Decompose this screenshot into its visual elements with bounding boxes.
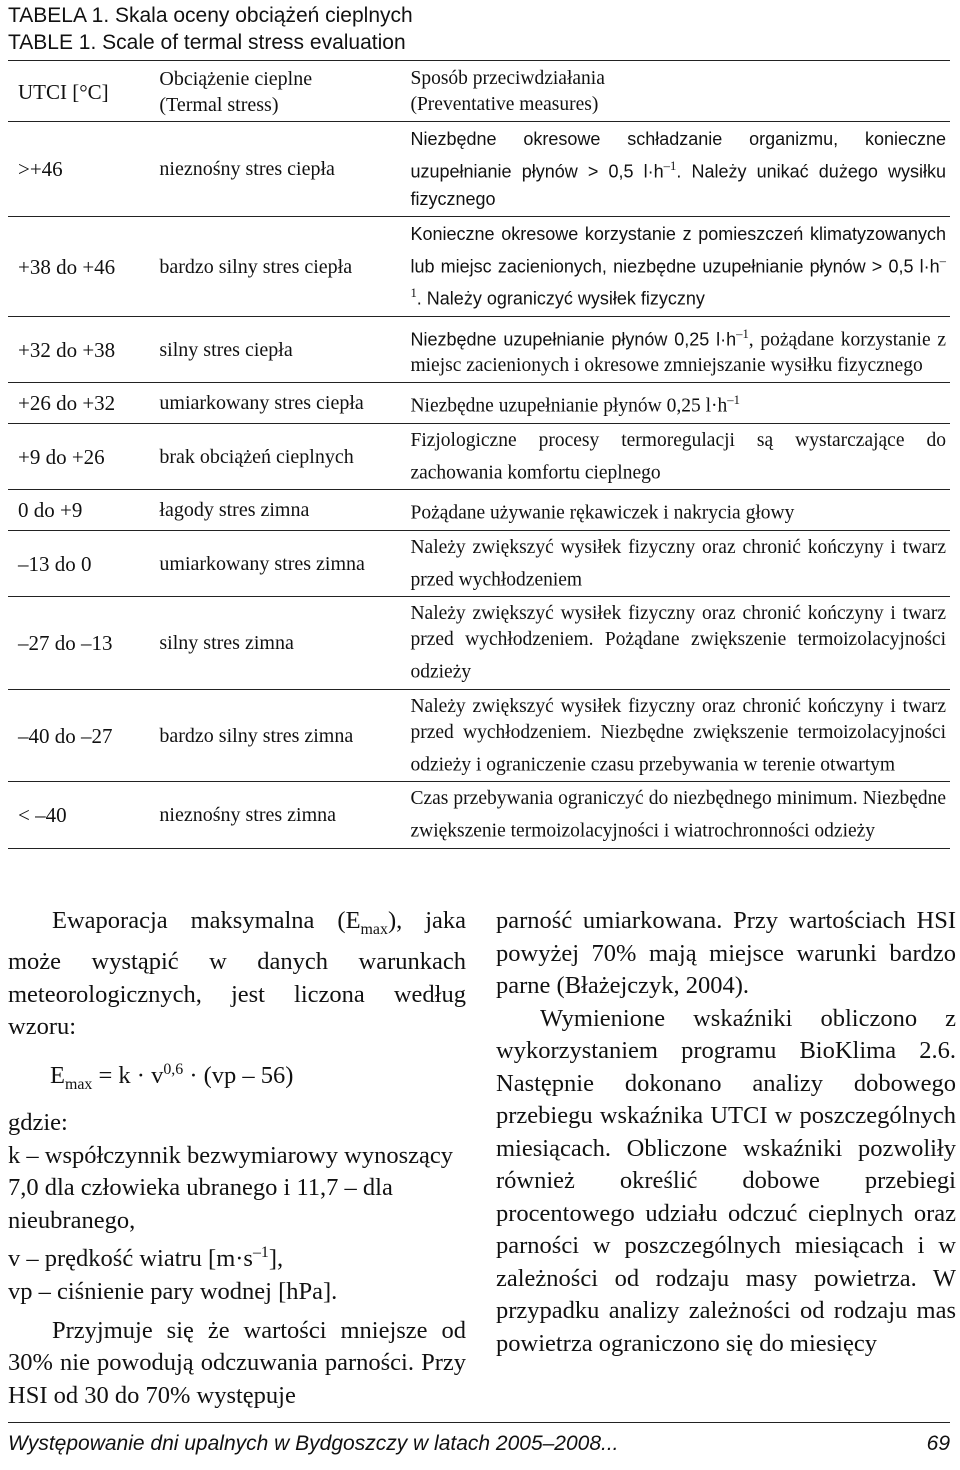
table-row [8, 689, 950, 782]
measures-cell: Konieczne okresowe korzystanie z pomieszczeń klimatyzowanych lub miejsc zacienionych, niezbędne uzupełnianie płynów > 0,5 $l\cdot h^{-1}$. Należy ograniczyć wysiłek fizyczny [410, 216, 950, 316]
utci-range-cell: +38 do +46 [8, 216, 159, 316]
right-text-column [496, 905, 956, 1360]
definition-v: v – prędkość wiatru $[m\cdot s^{-1}]$, [8, 1244, 284, 1273]
table-row [8, 216, 950, 316]
utci-range-cell: >+46 [8, 122, 159, 217]
header-stress [159, 62, 410, 122]
table-row [8, 597, 950, 690]
measures-cell: Należy zwiększyć wysiłek fizyczny oraz chronić kończyny i twarz przed wychłodzeniem [410, 530, 950, 597]
measures-cell: Fizjologiczne procesy termoregulacji są wystarczające do zachowania komfortu cieplnego [410, 423, 950, 490]
header-measures [410, 62, 950, 122]
stress-level-cell: silny stres zimna [159, 597, 410, 690]
paragraph-hsi: Przyjmuje się że wartości mniejsze od 30% nie powodują odczuwania parności. Przy HSI od 30 do 70% występuje [8, 1316, 466, 1409]
paragraph-methods: Wymienione wskaźniki obliczono z wykorzystaniem programu BioKlima 2.6. Następnie dokonano analizy dobowego przebiegu wskaźnika UTCI w poszczególnych miesiącach. Obliczone wskaźniki pozwoliły również określić dobowe przebiegi procentowego udziału odczuć cieplnych oraz parności w poszczególnych miesiącach i w zależności od rodzaju masy powietrza. W przypadku analizy zależności od rodzaju mas powietrza ograniczono się do miesięcy [496, 1004, 956, 1357]
page-number: 69 [926, 1432, 950, 1455]
header-stress-en: (Termal stress) [159, 94, 279, 116]
header-measures-pl: Sposób przeciwdziałania [410, 68, 605, 89]
stress-level-cell: bardzo silny stres ciepła [159, 216, 410, 316]
stress-level-cell: łagody stres zimna [159, 490, 410, 531]
table-header-row [8, 62, 950, 122]
table-row [8, 423, 950, 490]
measures-cell: Niezbędne okresowe schładzanie organizmu, konieczne uzupełnianie płynów > 0,5 $l\cdot h^{-1}$. Należy unikać dużego wysiłku fizycznego [410, 122, 950, 217]
table-row [8, 490, 950, 531]
measures-cell: Niezbędne uzupełnianie płynów 0,25 $l\cdot h^{-1}$, pożądane korzystanie z miejsc zacienionych i okresowe zmniejszanie wysiłku fizycznego [410, 316, 950, 383]
stress-level-cell: silny stres ciepła [159, 316, 410, 383]
measures-cell: Niezbędne uzupełnianie płynów 0,25 $l\cdot h^{-1}$ [410, 383, 950, 424]
paragraph-humidity: parność umiarkowana. Przy wartościach HSI powyżej 70% mają miejsce warunki bardzo parne (Błażejczyk, 2004). [496, 907, 956, 999]
table-row [8, 316, 950, 383]
stress-level-cell: umiarkowany stres ciepła [159, 383, 410, 424]
paragraph-evaporation: Ewaporacja maksymalna $(E_{max})$, jaka może wystąpić w danych warunkach meteorologicznych, jest liczona według wzoru: [8, 907, 467, 1041]
stress-level-cell: nieznośny stres zimna [159, 782, 410, 849]
utci-range-cell: –40 do –27 [8, 689, 159, 782]
caption-english: TABLE 1. Scale of termal stress evaluation [8, 31, 406, 54]
utci-range-cell: –13 do 0 [8, 530, 159, 597]
stress-level-cell: brak obciążeń cieplnych [159, 423, 410, 490]
measures-cell: Należy zwiększyć wysiłek fizyczny oraz chronić kończyny i twarz przed wychłodzeniem. Niezbędne zwiększenie termoizolacyjności odzieży i ograniczenie czasu przebywania w terenie otwartym [410, 689, 950, 782]
left-text-column [8, 905, 466, 1412]
running-title: Występowanie dni upalnych w Bydgoszczy w latach 2005–2008... [8, 1432, 619, 1455]
definition-k: k – współczynnik bezwymiarowy wynoszący 7,0 dla człowieka ubranego i 11,7 – dla nieubranego, [8, 1141, 453, 1234]
measures-cell: Pożądane używanie rękawiczek i nakrycia głowy [410, 490, 950, 531]
measures-cell: Należy zwiększyć wysiłek fizyczny oraz chronić kończyny i twarz przed wychłodzeniem. Pożądane zwiększenie termoizolacyjności odzieży [410, 597, 950, 690]
utci-range-cell: 0 do +9 [8, 490, 159, 531]
caption-polish: TABELA 1. Skala oceny obciążeń cieplnych [8, 4, 413, 27]
measures-cell: Czas przebywania ograniczyć do niezbędnego minimum. Niezbędne zwiększenie termoizolacyjności i wiatrochronności odzieży [410, 782, 950, 849]
formula-emax: $E_{max} = k \cdot v^{0,6} \cdot (vp - 56)$ [50, 1060, 294, 1093]
table-top-rule [8, 60, 950, 61]
table-row [8, 122, 950, 217]
header-measures-en: (Preventative measures) [410, 94, 599, 115]
header-utci: UTCI [°C] [8, 62, 159, 122]
utci-range-cell: –27 do –13 [8, 597, 159, 690]
header-stress-pl: Obciążenie cieplne [159, 68, 313, 90]
utci-range-cell: +26 do +32 [8, 383, 159, 424]
table-caption [8, 2, 413, 56]
stress-level-cell: nieznośny stres ciepła [159, 122, 410, 217]
utci-range-cell: < –40 [8, 782, 159, 849]
utci-table [8, 62, 950, 849]
table-row [8, 530, 950, 597]
table-row [8, 782, 950, 849]
stress-level-cell: umiarkowany stres zimna [159, 530, 410, 597]
where-label: gdzie: [8, 1109, 68, 1137]
definition-vp: vp – ciśnienie pary wodnej [hPa]. [8, 1278, 338, 1306]
page-footer [8, 1422, 950, 1457]
table-row [8, 383, 950, 424]
stress-level-cell: bardzo silny stres zimna [159, 689, 410, 782]
utci-range-cell: +32 do +38 [8, 316, 159, 383]
utci-range-cell: +9 do +26 [8, 423, 159, 490]
